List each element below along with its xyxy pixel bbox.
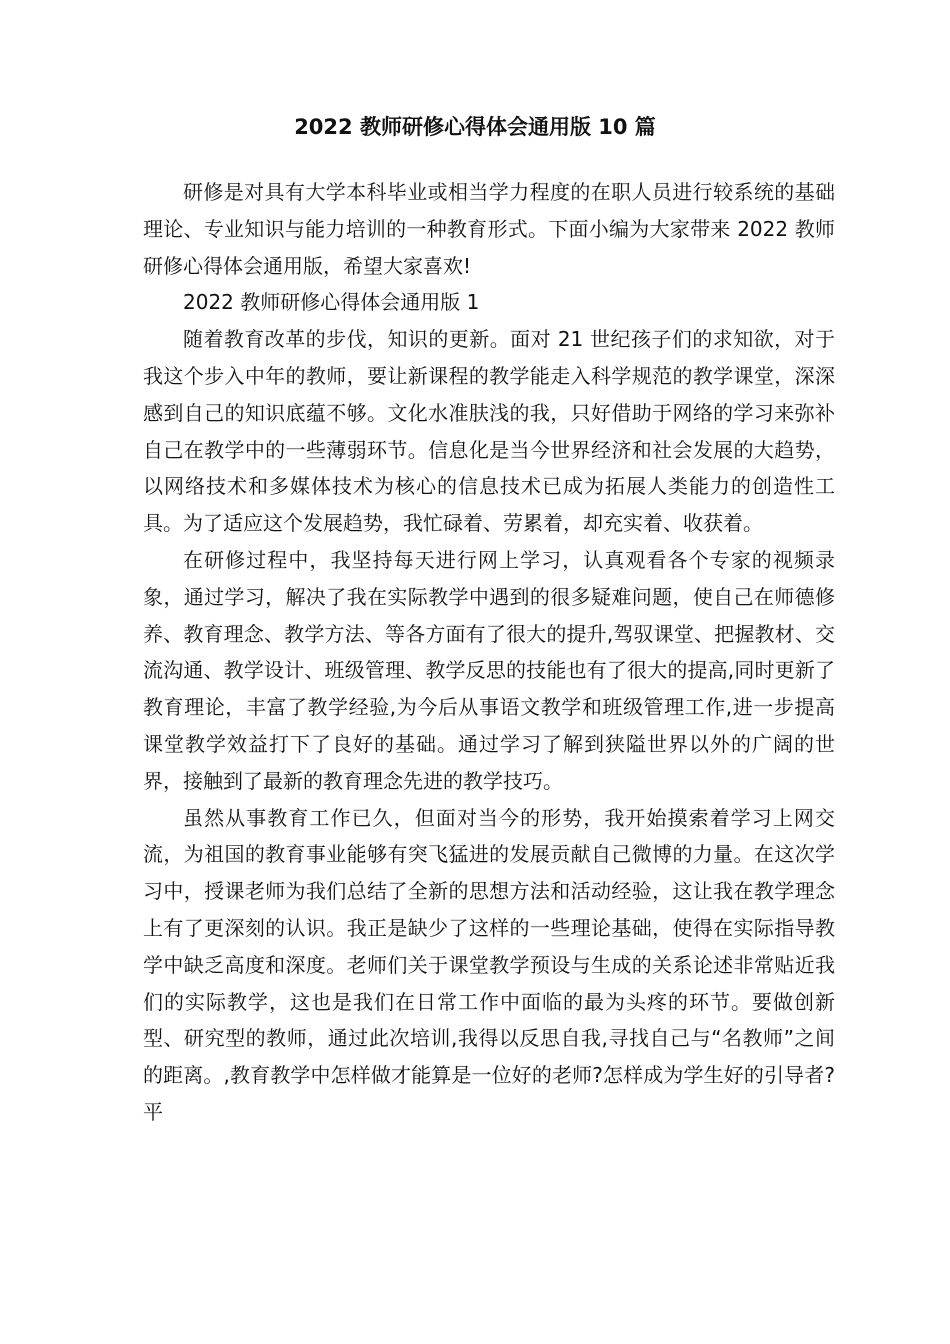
intro-paragraph: 研修是对具有大学本科毕业或相当学力程度的在职人员进行较系统的基础理论、专业知识与能力培训的一种教育形式。下面小编为大家带来 2022 教师研修心得体会通用版，希望大家喜欢! [143, 180, 835, 278]
body-paragraph: 虽然从事教育工作已久，但面对当今的形势，我开始摸索着学习上网交流，为祖国的教育事业能够有突飞猛进的发展贡献自己微博的力量。在这次学习中，授课老师为我们总结了全新的思想方法和活动经验，这让我在教学理念上有了更深刻的认识。我正是缺少了这样的一些理论基础，使得在实际指导教学中缺乏高度和深度。老师们关于课堂教学预设与生成的关系论述非常贴近我们的实际教学，这也是我们在日常工作中面临的最为头疼的环节。要做创新型、研究型的教师，通过此次培训,我得以反思自我,寻找自己与“名教师”之间的距离。,教育教学中怎样做才能算是一位好的老师?怎样成为学生好的引导者?平 [143, 805, 835, 1124]
section-heading: 2022 教师研修心得体会通用版 1 [183, 290, 480, 315]
body-paragraph: 随着教育改革的步伐，知识的更新。面对 21 世纪孩子们的求知欲，对于我这个步入中年的教师，要让新课程的教学能走入科学规范的教学课堂，深深感到自己的知识底蕴不够。文化水准肤浅的我，只好借助于网络的学习来弥补自己在教学中的一些薄弱环节。信息化是当今世界经济和社会发展的大趋势，以网络技术和多媒体技术为核心的信息技术已成为拓展人类能力的创造性工具。为了适应这个发展趋势，我忙碌着、劳累着，却充实着、收获着。 [143, 327, 835, 536]
body-paragraph: 在研修过程中，我坚持每天进行网上学习，认真观看各个专家的视频录象，通过学习，解决了我在实际教学中遇到的很多疑难问题，使自己在师德修养、教育理念、教学方法、等各方面有了很大的提升,驾驭课堂、把握教材、交流沟通、教学设计、班级管理、教学反思的技能也有了很大的提高,同时更新了教育理论，丰富了教学经验,为今后从事语文教学和班级管理工作,进一步提高课堂教学效益打下了良好的基础。通过学习了解到狭隘世界以外的广阔的世界，接触到了最新的教育理念先进的教学技巧。 [143, 547, 835, 793]
document-body [143, 174, 835, 1131]
document-title: 2022 教师研修心得体会通用版 10 篇 [294, 115, 656, 139]
